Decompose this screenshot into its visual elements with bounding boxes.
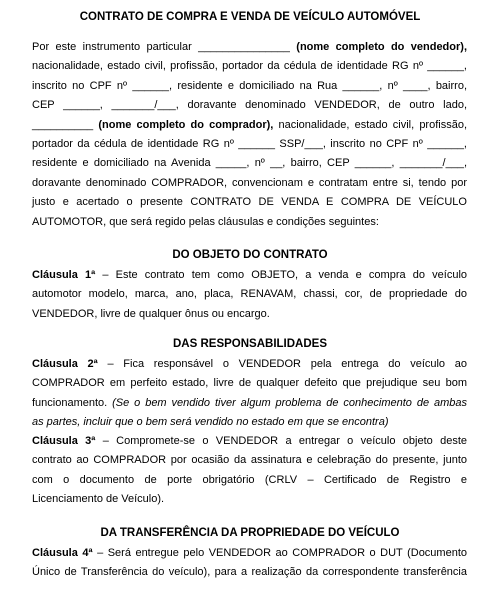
intro-line: AUTOMOTOR, que será regido pelas cláusulas e condições seguintes: [32, 215, 379, 228]
clause-label: Cláusula 2ª [32, 358, 98, 370]
clause-text: – Será entregue pelo VENDEDOR ao COMPRADOR o DUT (Documento [92, 547, 468, 559]
intro-line: nacionalidade, estado civil, profissão, portador da cédula de identidade RG nº ______, [32, 60, 467, 73]
intro-line: residente e domiciliado na Avenida _____, nº __, bairro, CEP ______, _______/___, [32, 157, 467, 170]
intro-text: Por este instrumento particular _______________ [32, 41, 297, 53]
clause-line: Único de Transferência do veículo), para a realização da correspondente transferência [32, 566, 467, 579]
clause-4 [32, 544, 467, 583]
clause-line [32, 544, 467, 563]
clause-text: – Este contrato tem como OBJETO, a venda e compra do veículo [95, 269, 468, 281]
intro-line: justo e acertado o presente CONTRATO DE VENDA E COMPRA DE VEÍCULO [32, 196, 467, 209]
clause-text: – Fica responsável o VENDEDOR pela entrega do veículo ao [97, 358, 468, 370]
clause-line [32, 266, 467, 285]
clause-line: contrato ao COMPRADOR por ocasião da assinatura e celebração do presente, junto [32, 454, 467, 467]
buyer-name-label: (nome completo do comprador), [98, 118, 274, 131]
intro-line [32, 116, 467, 135]
clause-label: Cláusula 1ª [32, 269, 96, 281]
intro-text: __________ [32, 118, 99, 131]
clause-label: Cláusula 3ª [32, 435, 96, 447]
clause-line: COMPRADOR em perfeito estado, livre de qualquer defeito que prejudique seu bom [32, 377, 467, 390]
intro-line: doravante denominado COMPRADOR, convencionam e contratam entre si, tendo por [32, 176, 467, 189]
section-heading-responsibilities: DAS RESPONSABILIDADES [173, 338, 327, 350]
clause-1 [32, 266, 467, 324]
section-heading-object: DO OBJETO DO CONTRATO [172, 249, 328, 261]
clause-line [32, 394, 467, 413]
clause-2 [32, 355, 467, 433]
clause-line [32, 355, 467, 374]
clause-line: com o documento de porte obrigatório (CRLV – Certificado de Registro e [32, 473, 467, 486]
clause-line: VENDEDOR, livre de qualquer ônus ou encargo. [32, 307, 270, 320]
clause-note-line: as partes, incluir que o bem será vendido no estado em que se encontra) [32, 416, 389, 429]
intro-paragraph [32, 38, 467, 232]
seller-name-label: (nome completo do vendedor), [296, 41, 467, 53]
clause-line [32, 432, 467, 451]
clause-text: funcionamento. [32, 396, 113, 409]
clause-label: Cláusula 4ª [32, 547, 93, 559]
intro-text: nacionalidade, estado civil, profissão, [273, 118, 468, 131]
intro-line: CEP ______, _______/___, doravante denominado VENDEDOR, de outro lado, [32, 99, 467, 112]
clause-note: (Se o bem vendido tiver algum problema de conhecimento de ambas [112, 396, 467, 409]
clause-line: Licenciamento de Veículo). [32, 493, 165, 506]
intro-line [32, 38, 467, 57]
intro-line: portador da cédula de identidade RG nº ______ SSP/___, inscrito no CPF nº ______, [32, 138, 467, 151]
clause-line: automotor modelo, marca, ano, placa, RENAVAM, chassi, cor, de propriedade do [32, 288, 467, 301]
intro-line: inscrito no CPF nº ______, residente e domiciliado na Rua ______, nº ____, bairro, [32, 79, 467, 92]
section-heading-transfer: DA TRANSFERÊNCIA DA PROPRIEDADE DO VEÍCULO [100, 527, 400, 539]
clause-3 [32, 432, 467, 510]
document-title: CONTRATO DE COMPRA E VENDA DE VEÍCULO AUTOMÓVEL [79, 11, 421, 23]
clause-text: – Compromete-se o VENDEDOR a entregar o veículo objeto deste [95, 435, 468, 447]
